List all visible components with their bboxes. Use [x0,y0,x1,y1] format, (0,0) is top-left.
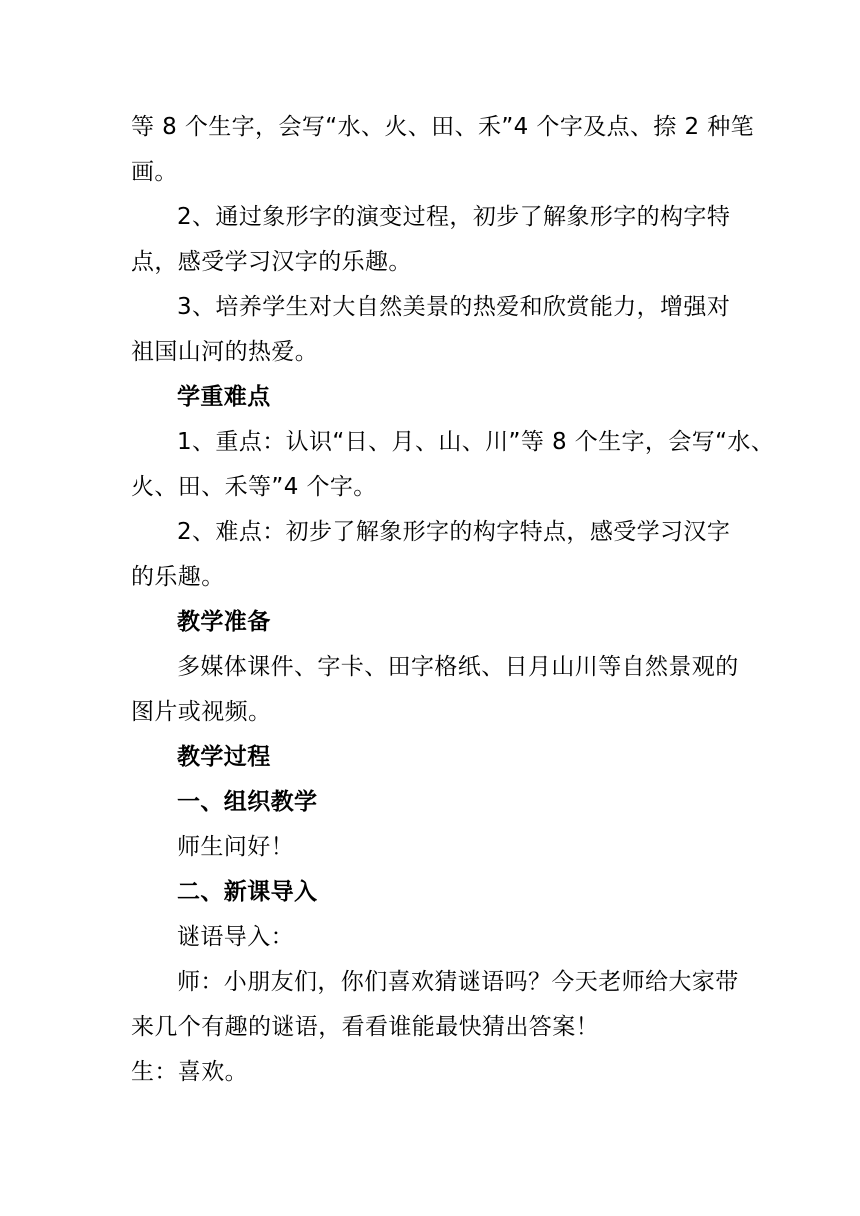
section-1-heading: 一、组织教学 [177,789,318,815]
objective-3-end: 祖国山河的热爱。 [131,339,319,365]
section-2-heading: 二、新课导入 [177,879,318,905]
greeting-text: 师生问好！ [177,834,294,860]
teacher-line: 师：小朋友们，你们喜欢猜谜语吗？今天老师给大家带 [177,969,739,995]
objective-2-end: 点，感受学习汉字的乐趣。 [131,249,412,275]
process-heading: 教学过程 [177,744,271,770]
objective-3: 3、培养学生对大自然美景的热爱和欣赏能力，增强对 [177,294,731,320]
key-point-1: 1、重点：认识“日、月、山、川”等 8 个生字，会写“水、 [177,429,775,455]
preparation-text-end: 图片或视频。 [131,699,272,725]
key-point-2-end: 的乐趣。 [131,564,225,590]
student-line: 生：喜欢。 [131,1059,248,1085]
objective-1-end: 画。 [131,159,178,185]
preparation-text: 多媒体课件、字卡、田字格纸、日月山川等自然景观的 [177,654,739,680]
riddle-intro: 谜语导入： [177,924,294,950]
key-point-2: 2、难点：初步了解象形字的构字特点，感受学习汉字 [177,519,731,545]
key-point-1-end: 火、田、禾等”4 个字。 [131,474,377,500]
objective-2: 2、通过象形字的演变过程，初步了解象形字的构字特 [177,204,731,230]
preparation-heading: 教学准备 [177,609,271,635]
teacher-line-end: 来几个有趣的谜语，看看谁能最快猜出答案！ [131,1014,599,1040]
key-points-heading: 学重难点 [177,384,271,410]
objective-1-continued: 等 8 个生字，会写“水、火、田、禾”4 个字及点、捺 2 种笔 [131,114,755,140]
